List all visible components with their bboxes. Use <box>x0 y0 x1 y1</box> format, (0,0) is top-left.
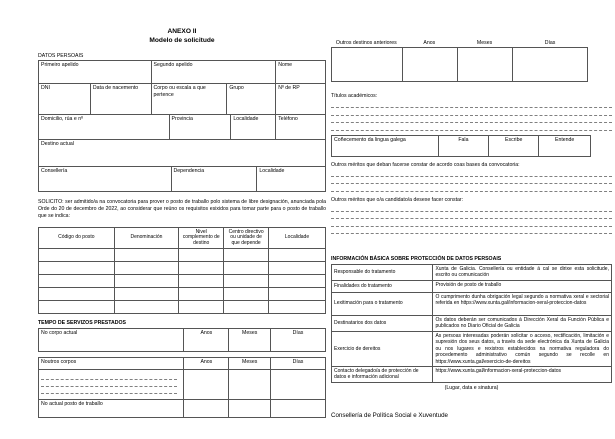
empty-cell <box>512 48 587 81</box>
datos-persoais-table <box>38 60 326 192</box>
fill-in-line <box>331 212 612 220</box>
col-escribe: Escribe <box>488 136 538 156</box>
field-noutros-corpos: Noutros corpos <box>41 358 77 365</box>
col-dias: Días <box>270 358 325 369</box>
field-conselleria: Consellería <box>41 168 68 175</box>
field-lingua-galega: Coñecemento da lingua galega <box>334 136 406 143</box>
proteccion-row-value: Os datos deberán ser comunicados á Dirección Xeral da Función Pública e publicados no Diario Oficial de Galicia <box>432 316 611 331</box>
proteccion-row-value: https://www.xunta.gal/informacion-xeral-proteccion-datos <box>432 367 611 382</box>
empty-cell <box>178 262 223 274</box>
empty-cell <box>332 48 402 81</box>
posto-empty-row <box>39 248 325 261</box>
field-provincia: Provincia <box>169 115 231 139</box>
section-datos-persoais: DATOS PERSOAIS <box>38 52 84 59</box>
empty-cell <box>39 301 114 313</box>
field-grupo: Grupo <box>226 84 275 114</box>
left-column <box>38 28 326 418</box>
field-domicilio: Domicilio, rúa e nº <box>41 116 83 123</box>
page-title <box>38 28 326 46</box>
field-no-corpo-actual: No corpo actual <box>41 329 78 336</box>
empty-cell <box>178 249 223 261</box>
proteccion-row-label: Responsable do tratamento <box>334 268 396 275</box>
posto-empty-row <box>39 300 325 313</box>
lingua-galega-table <box>331 135 591 157</box>
proteccion-row-label: Destinatarios dos datos <box>334 319 387 326</box>
form-subtitle: Modelo de solicitude <box>149 36 215 44</box>
outros-meritos-candidato-label: Outros méritos que o/a candidato/a desexe facer constar: <box>331 196 464 203</box>
field-localidade-2: Localidade <box>256 167 325 191</box>
field-telefono: Teléfono <box>275 115 325 139</box>
fill-in-line <box>331 116 612 124</box>
tempo-noutros-corpos-table <box>38 357 326 418</box>
fill-in-line <box>331 184 612 192</box>
col-meses: Meses <box>228 358 270 369</box>
empty-cell <box>270 400 325 417</box>
empty-cell <box>268 288 325 300</box>
field-dni: DNI <box>41 85 50 92</box>
outros-destinos-header <box>331 40 588 46</box>
empty-cell <box>457 48 512 81</box>
right-column <box>331 40 612 419</box>
empty-cell <box>178 288 223 300</box>
section-tempo-servizos: TEMPO DE SERVIZOS PRESTADOS <box>38 320 127 327</box>
signature-note: (Lugar, data e sinatura) <box>444 384 499 391</box>
empty-cell <box>114 288 179 300</box>
empty-cell <box>114 262 179 274</box>
solicito-paragraph: SOLICITO: ser admitido/a na convocatoria para prover o posto de traballo polo sistema de libre designación, anunciada pola Orde do 20 de decembro de 2022, ao considerar que reúno os requisitos esixidos para tomar parte para o posto de traballo que se indica: <box>38 199 326 219</box>
fill-in-line <box>331 204 612 212</box>
addressee-footer: Consellería de Política Social e Xuventude <box>331 411 448 419</box>
proteccion-row-label: Contacto delegado/a de protección de datos e información adicional <box>334 368 419 381</box>
empty-cell <box>402 48 457 81</box>
empty-cell <box>39 288 114 300</box>
proteccion-row-label: Exercicio de dereitos <box>334 345 381 352</box>
col-anos: Anos <box>183 329 228 351</box>
field-primeiro-apelido: Primeiro apelido <box>41 62 79 69</box>
empty-cell <box>270 370 325 399</box>
field-destino-actual: Destino actual <box>41 141 74 148</box>
posto-header-centro: Centro directivo ou unidade de que depende <box>223 228 268 248</box>
col-entende: Entende <box>538 136 590 156</box>
empty-cell <box>268 262 325 274</box>
empty-cell <box>178 301 223 313</box>
outros-destinos-table <box>331 47 588 82</box>
col-dias: Días <box>270 329 325 351</box>
fill-in-line <box>41 373 177 380</box>
empty-cell <box>268 301 325 313</box>
empty-cell <box>39 262 114 274</box>
field-nome: Nome <box>275 61 325 83</box>
empty-cell <box>183 400 228 417</box>
field-data-nacemento: Data de nacemento <box>90 84 151 114</box>
tempo-corpo-actual-table <box>38 328 326 352</box>
empty-cell <box>223 275 268 287</box>
col-meses: Meses <box>476 40 493 46</box>
empty-cell <box>183 370 228 399</box>
field-corpo-escala: Corpo ou escala a que pertence <box>151 84 227 114</box>
posto-table <box>38 227 326 314</box>
field-num-rp: Nº de RP <box>275 84 325 114</box>
empty-cell <box>178 275 223 287</box>
posto-empty-row <box>39 261 325 274</box>
empty-cell <box>114 275 179 287</box>
proteccion-datos-title: INFORMACIÓN BÁSICA SOBRE PROTECCIÓN DE DATOS PERSOAIS <box>331 256 502 262</box>
empty-cell <box>114 249 179 261</box>
fill-in-line <box>331 101 612 109</box>
posto-header-denominacion: Denominación <box>114 228 179 248</box>
empty-cell <box>39 249 114 261</box>
fill-in-line <box>331 227 612 235</box>
outros-meritos-bases-label: Outros méritos que deban facerse constar de acordo coas bases da convocatoria: <box>331 161 520 168</box>
proteccion-row-value: O cumprimento dunha obrigación legal segundo a normativa xeral e sectorial referida en https://www.xunta.gal/informacion-xeral-proteccion-datos <box>432 293 611 315</box>
empty-cell <box>223 288 268 300</box>
annex-title: ANEXO II <box>167 28 197 35</box>
proteccion-row-label: Lexitimación para o tratamento <box>334 300 403 307</box>
proteccion-datos-table <box>331 264 612 383</box>
fill-in-line <box>41 380 177 387</box>
empty-cell <box>228 370 270 399</box>
outros-meritos-bases-lines <box>331 169 612 192</box>
col-anos: Anos <box>183 358 228 369</box>
proteccion-row-value: As persoas interesadas poderán solicitar o acceso, rectificación, limitación e supresión dos seus datos, a través da sede electrónica da Xunta de Galicia ou nos lugares e rexistros establecidos na normativa reguladora do procedemento administrativo común segundo se recolle en https://www.xunta.gal/exercicio-de-dereitos <box>432 332 611 367</box>
titulos-academicos-lines <box>331 101 612 131</box>
empty-cell <box>268 275 325 287</box>
proteccion-row-label: Finalidades do tratamento <box>334 282 392 289</box>
fill-in-line <box>41 387 177 394</box>
proteccion-row-value: Xunta de Galicia. Consellería ou entidade á cal se dirixe esta solicitude, escrito ou comunicación <box>432 265 611 280</box>
field-outros-destinos: Outros destinos anteriores <box>335 40 397 46</box>
col-meses: Meses <box>228 329 270 351</box>
empty-cell <box>223 249 268 261</box>
proteccion-row-value: Provisión de posto de traballo <box>432 281 611 292</box>
outros-meritos-candidato-lines <box>331 204 612 234</box>
fill-in-line <box>331 123 612 131</box>
empty-cell <box>114 301 179 313</box>
noutros-corpos-dashed-lines <box>39 370 183 399</box>
fill-in-line <box>331 219 612 227</box>
posto-empty-row <box>39 287 325 300</box>
col-fala: Fala <box>438 136 488 156</box>
empty-cell <box>268 249 325 261</box>
field-dependencia: Dependencia <box>171 167 257 191</box>
empty-cell <box>223 262 268 274</box>
col-anos: Anos <box>423 40 436 46</box>
fill-in-line <box>331 169 612 177</box>
posto-header-nivel: Nivel complemento de destino <box>178 228 223 248</box>
posto-empty-row <box>39 274 325 287</box>
field-no-actual-posto: No actual posto de traballo <box>41 400 103 407</box>
empty-cell <box>223 301 268 313</box>
field-segundo-apelido: Segundo apelido <box>151 61 276 83</box>
titulos-academicos-label: Títulos académicos: <box>331 93 378 99</box>
posto-header-codigo: Código do posto <box>58 234 95 241</box>
fill-in-line <box>331 177 612 185</box>
empty-cell <box>228 400 270 417</box>
fill-in-line <box>331 108 612 116</box>
empty-cell <box>39 275 114 287</box>
field-localidade: Localidade <box>230 115 275 139</box>
posto-header-localidade: Localidade <box>268 228 325 248</box>
col-dias: Días <box>544 40 556 46</box>
